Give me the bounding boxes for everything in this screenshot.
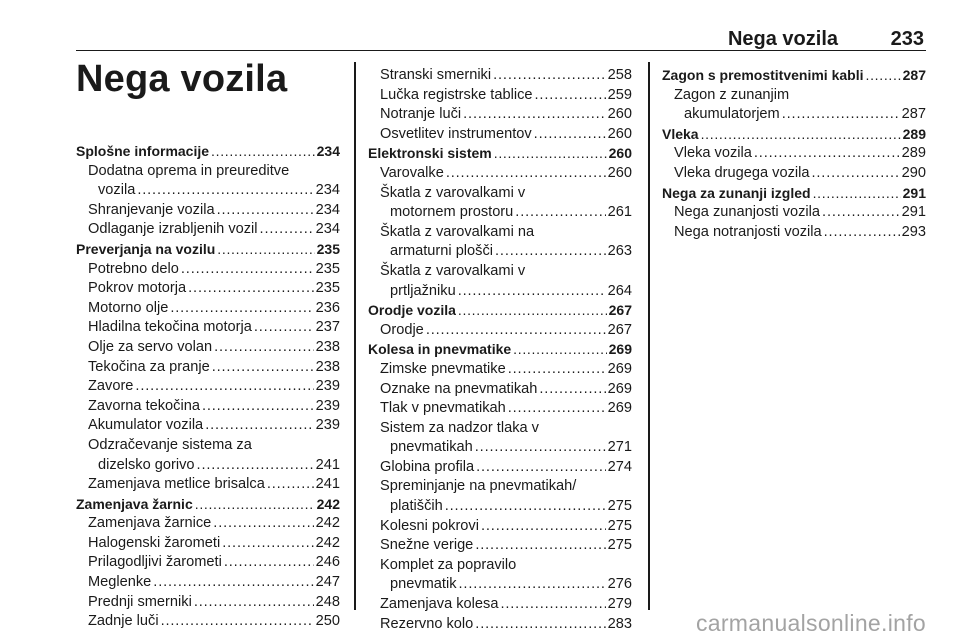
toc-entry (368, 262, 632, 282)
toc-page-number: 290 (901, 164, 926, 181)
toc-entry (368, 282, 632, 302)
toc-entry (368, 575, 632, 595)
dot-leader (222, 534, 313, 554)
toc-entry-title: Škatla z varovalkami v (380, 262, 526, 279)
toc-page-number: 291 (901, 204, 926, 221)
toc-entry-title: Škatla z varovalkami v (380, 184, 526, 201)
toc-page-number: 234 (315, 201, 340, 218)
toc-entry (368, 458, 632, 478)
dot-leader (493, 66, 606, 86)
toc-entry (368, 66, 632, 86)
toc-entry-title: Zimske pnevmatike (380, 360, 506, 377)
dot-leader (197, 456, 314, 476)
dot-leader (495, 242, 606, 262)
toc-page-number: 267 (608, 302, 632, 319)
toc-section-entry (368, 301, 632, 321)
toc-page-number: 260 (607, 125, 632, 142)
toc-entry (662, 144, 926, 164)
toc-column-3 (662, 66, 926, 242)
toc-entry-title: Orodje (380, 321, 424, 338)
toc-page-number: 275 (607, 517, 632, 534)
toc-page-number: 239 (315, 417, 340, 434)
dot-leader (813, 184, 901, 204)
page-header (76, 20, 926, 51)
toc-page-number: 289 (901, 145, 926, 162)
dot-leader (475, 615, 605, 635)
toc-entry-title: Odlaganje izrabljenih vozil (88, 221, 258, 238)
toc-entry-title: Oznake na pnevmatikah (380, 380, 538, 397)
toc-entry-title: vozila (98, 182, 136, 199)
toc-entry-title: motornem prostoru (390, 204, 514, 221)
toc-entry (368, 242, 632, 262)
toc-entry (368, 536, 632, 556)
toc-entry (368, 360, 632, 380)
dot-leader (754, 144, 900, 164)
toc-entry-title: Vleka (662, 125, 699, 142)
toc-page-number: 260 (607, 106, 632, 123)
toc-entry-title: Sistem za nadzor tlaka v (380, 419, 539, 436)
dot-leader (515, 203, 605, 223)
dot-leader (170, 299, 313, 319)
toc-page-number: 269 (607, 380, 632, 397)
toc-column-2 (368, 66, 632, 634)
dot-leader (181, 260, 314, 280)
dot-leader (195, 495, 315, 515)
toc-page-number: 269 (607, 360, 632, 377)
toc-entry-title: Varovalke (380, 164, 444, 181)
toc-entry-title: Rezervno kolo (380, 615, 474, 632)
toc-entry-title: armaturni plošči (390, 243, 494, 260)
toc-page-number: 234 (315, 182, 340, 199)
toc-entry (662, 164, 926, 184)
dot-leader (782, 105, 900, 125)
toc-page-number: 275 (607, 498, 632, 515)
dot-leader (446, 164, 606, 184)
toc-page-number: 260 (608, 145, 632, 162)
dot-leader (811, 164, 899, 184)
toc-page-number: 274 (607, 458, 632, 475)
toc-entry-title: Osvetlitev instrumentov (380, 125, 532, 142)
toc-page-number: 247 (315, 574, 340, 591)
dot-leader (188, 279, 314, 299)
dot-leader (500, 595, 605, 615)
dot-leader (458, 301, 607, 321)
toc-entry-title: Kolesni pokrovi (380, 517, 479, 534)
toc-entry (76, 338, 340, 358)
toc-entry-title: Preverjanja na vozilu (76, 240, 216, 257)
toc-entry (368, 517, 632, 537)
toc-entry (76, 299, 340, 319)
toc-section-entry (76, 142, 340, 162)
header-title: Nega vozila (727, 28, 838, 50)
toc-entry (662, 105, 926, 125)
toc-entry-title: Orodje vozila (368, 302, 456, 319)
toc-entry (76, 181, 340, 201)
toc-entry (368, 125, 632, 145)
toc-entry (76, 436, 340, 456)
toc-entry-title: Zamenjava kolesa (380, 596, 499, 613)
dot-leader (153, 573, 313, 593)
toc-page-number: 250 (315, 613, 340, 630)
toc-page-number: 235 (315, 280, 340, 297)
dot-leader (866, 66, 901, 86)
toc-entry (368, 203, 632, 223)
toc-entry-title: Pokrov motorja (88, 280, 187, 297)
toc-entry (368, 321, 632, 341)
dot-leader (211, 142, 315, 162)
dot-leader (213, 514, 313, 534)
toc-entry (76, 201, 340, 221)
toc-entry-title: Potrebno delo (88, 260, 179, 277)
toc-entry (368, 556, 632, 576)
toc-entry-title: pnevmatikah (390, 439, 473, 456)
toc-entry (368, 595, 632, 615)
toc-entry (76, 573, 340, 593)
dot-leader (161, 612, 314, 632)
toc-page-number: 259 (607, 86, 632, 103)
dot-leader (260, 220, 314, 240)
toc-entry-title: Elektronski sistem (368, 145, 492, 162)
dot-leader (224, 553, 314, 573)
dot-leader (205, 416, 313, 436)
toc-entry (76, 279, 340, 299)
dot-leader (475, 438, 606, 458)
dot-leader (508, 360, 606, 380)
toc-entry-title: Nega za zunanji izgled (662, 184, 811, 201)
toc-entry-title: Zamenjava žarnice (88, 515, 212, 532)
toc-section-entry (76, 495, 340, 515)
toc-entry (662, 223, 926, 243)
toc-entry-title: platiščih (390, 498, 443, 515)
dot-leader (463, 105, 606, 125)
toc-entry (368, 380, 632, 400)
toc-page-number: 283 (607, 615, 632, 632)
dot-leader (824, 223, 900, 243)
toc-entry (368, 615, 632, 635)
toc-entry-title: Vleka vozila (674, 145, 752, 162)
toc-entry-title: Prednji smerniki (88, 593, 192, 610)
toc-page-number: 269 (608, 341, 632, 358)
page-number: 233 (890, 28, 924, 50)
toc-column-1 (76, 142, 340, 632)
toc-entry-title: Splošne informacije (76, 143, 210, 159)
toc-page-number: 235 (315, 260, 340, 277)
dot-leader (137, 181, 313, 201)
dot-leader (534, 125, 606, 145)
toc-entry-title: prtljažniku (390, 282, 456, 299)
column-divider (648, 62, 650, 610)
dot-leader (214, 338, 314, 358)
toc-page-number: 239 (315, 378, 340, 395)
toc-page-number: 263 (607, 243, 632, 260)
toc-entry (76, 397, 340, 417)
toc-entry-title: Prilagodljivi žarometi (88, 554, 222, 571)
toc-entry-title: Nega zunanjosti vozila (674, 204, 821, 221)
toc-entry (368, 86, 632, 106)
toc-page-number: 267 (607, 321, 632, 338)
toc-entry (76, 260, 340, 280)
toc-entry-title: Snežne verige (380, 537, 474, 554)
toc-entry (368, 184, 632, 204)
toc-entry-title: Zamenjava žarnic (76, 495, 193, 512)
toc-page-number: 235 (316, 240, 340, 257)
toc-entry-title: Odzračevanje sistema za (88, 436, 252, 453)
toc-entry (76, 456, 340, 476)
toc-entry-title: Motorno olje (88, 299, 169, 316)
toc-page-number: 238 (315, 338, 340, 355)
toc-entry (76, 553, 340, 573)
toc-entry-title: Shranjevanje vozila (88, 201, 215, 218)
toc-entry (76, 475, 340, 495)
toc-entry-title: Nega notranjosti vozila (674, 223, 822, 240)
toc-section-entry (76, 240, 340, 260)
toc-entry (76, 318, 340, 338)
dot-leader (426, 321, 606, 341)
toc-entry (76, 534, 340, 554)
dot-leader (194, 593, 314, 613)
toc-entry-title: Dodatna oprema in preureditve (88, 162, 290, 179)
toc-page-number: 287 (902, 67, 926, 83)
toc-entry (76, 377, 340, 397)
dot-leader (254, 318, 314, 338)
toc-page-number: 269 (607, 400, 632, 417)
toc-page-number: 241 (315, 456, 340, 473)
dot-leader (212, 358, 314, 378)
toc-entry (76, 593, 340, 613)
dot-leader (494, 144, 607, 164)
toc-page-number: 248 (315, 593, 340, 610)
toc-entry-title: dizelsko gorivo (98, 456, 195, 473)
dot-leader (508, 399, 606, 419)
dot-leader (513, 340, 606, 360)
toc-entry-title: Halogenski žarometi (88, 534, 221, 551)
toc-page-number: 261 (607, 204, 632, 221)
toc-entry-title: akumulatorjem (684, 106, 780, 123)
toc-entry (368, 497, 632, 517)
toc-entry-title: Tekočina za pranje (88, 358, 210, 375)
toc-section-entry (662, 66, 926, 86)
toc-section-entry (662, 125, 926, 145)
toc-entry-title: Olje za servo volan (88, 338, 213, 355)
toc-page-number: 234 (315, 221, 340, 238)
toc-entry-title: Hladilna tekočina motorja (88, 319, 252, 336)
dot-leader (539, 380, 605, 400)
toc-entry-title: Zagon z zunanjim (674, 86, 790, 103)
toc-page-number: 260 (607, 164, 632, 181)
dot-leader (217, 240, 314, 260)
toc-entry (368, 399, 632, 419)
toc-entry (76, 220, 340, 240)
toc-page-number: 293 (901, 223, 926, 240)
toc-entry-title: Škatla z varovalkami na (380, 223, 535, 240)
toc-page-number: 271 (607, 439, 632, 456)
dot-leader (822, 203, 900, 223)
toc-entry-title: Kolesa in pnevmatike (368, 341, 512, 358)
dot-leader (535, 86, 606, 106)
dot-leader (481, 517, 606, 537)
toc-entry-title: Stranski smerniki (380, 67, 492, 83)
toc-entry (368, 164, 632, 184)
toc-page-number: 242 (315, 534, 340, 551)
toc-page-number: 237 (315, 319, 340, 336)
toc-section-entry (368, 340, 632, 360)
toc-page-number: 264 (607, 282, 632, 299)
toc-page-number: 234 (316, 143, 340, 159)
toc-page-number: 287 (901, 106, 926, 123)
watermark: carmanualsonline.info (695, 610, 926, 636)
toc-entry (76, 612, 340, 632)
dot-leader (458, 282, 606, 302)
toc-entry (76, 358, 340, 378)
toc-entry-title: Tlak v pnevmatikah (380, 400, 506, 417)
toc-entry-title: Zagon s premostitvenimi kabli (662, 67, 864, 83)
toc-section-entry (662, 184, 926, 204)
toc-entry-title: Globina profila (380, 458, 475, 475)
toc-entry (368, 419, 632, 439)
toc-page-number: 236 (315, 299, 340, 316)
toc-entry (368, 105, 632, 125)
toc-entry-title: Vleka drugega vozila (674, 164, 810, 181)
dot-leader (135, 377, 313, 397)
toc-entry-title: Meglenke (88, 574, 152, 591)
toc-entry (662, 203, 926, 223)
toc-page-number: 279 (607, 596, 632, 613)
toc-page-number: 242 (316, 495, 340, 512)
dot-leader (459, 575, 606, 595)
toc-entry-title: Notranje luči (380, 106, 462, 123)
toc-entry (662, 86, 926, 106)
dot-leader (217, 201, 314, 221)
dot-leader (476, 458, 606, 478)
toc-page-number: 289 (902, 125, 926, 142)
toc-entry-title: Zadnje luči (88, 613, 159, 630)
dot-leader (445, 497, 606, 517)
toc-entry-title: Spreminjanje na pnevmatikah/ (380, 478, 577, 495)
chapter-title: Nega vozila (76, 58, 288, 100)
toc-page-number: 291 (902, 184, 926, 201)
toc-entry-title: Akumulator vozila (88, 417, 204, 434)
toc-entry (368, 438, 632, 458)
toc-page-number: 242 (315, 515, 340, 532)
toc-section-entry (368, 144, 632, 164)
toc-entry (76, 162, 340, 182)
toc-entry-title: Komplet za popravilo (380, 556, 517, 573)
toc-entry-title: Zamenjava metlice brisalca (88, 476, 265, 493)
toc-entry-title: Zavore (88, 378, 134, 395)
toc-entry-title: Lučka registrske tablice (380, 86, 533, 103)
toc-entry-title: Zavorna tekočina (88, 397, 200, 414)
toc-entry (368, 223, 632, 243)
dot-leader (701, 125, 901, 145)
toc-page-number: 241 (315, 476, 340, 493)
toc-entry (368, 477, 632, 497)
toc-page-number: 246 (315, 554, 340, 571)
toc-page-number: 239 (315, 397, 340, 414)
toc-page-number: 238 (315, 358, 340, 375)
dot-leader (202, 397, 314, 417)
toc-entry (76, 514, 340, 534)
toc-page-number: 258 (607, 67, 632, 83)
toc-entry-title: pnevmatik (390, 576, 457, 593)
toc-entry (76, 416, 340, 436)
dot-leader (267, 475, 314, 495)
toc-page-number: 276 (607, 576, 632, 593)
column-divider (354, 62, 356, 610)
toc-page-number: 275 (607, 537, 632, 554)
dot-leader (475, 536, 605, 556)
